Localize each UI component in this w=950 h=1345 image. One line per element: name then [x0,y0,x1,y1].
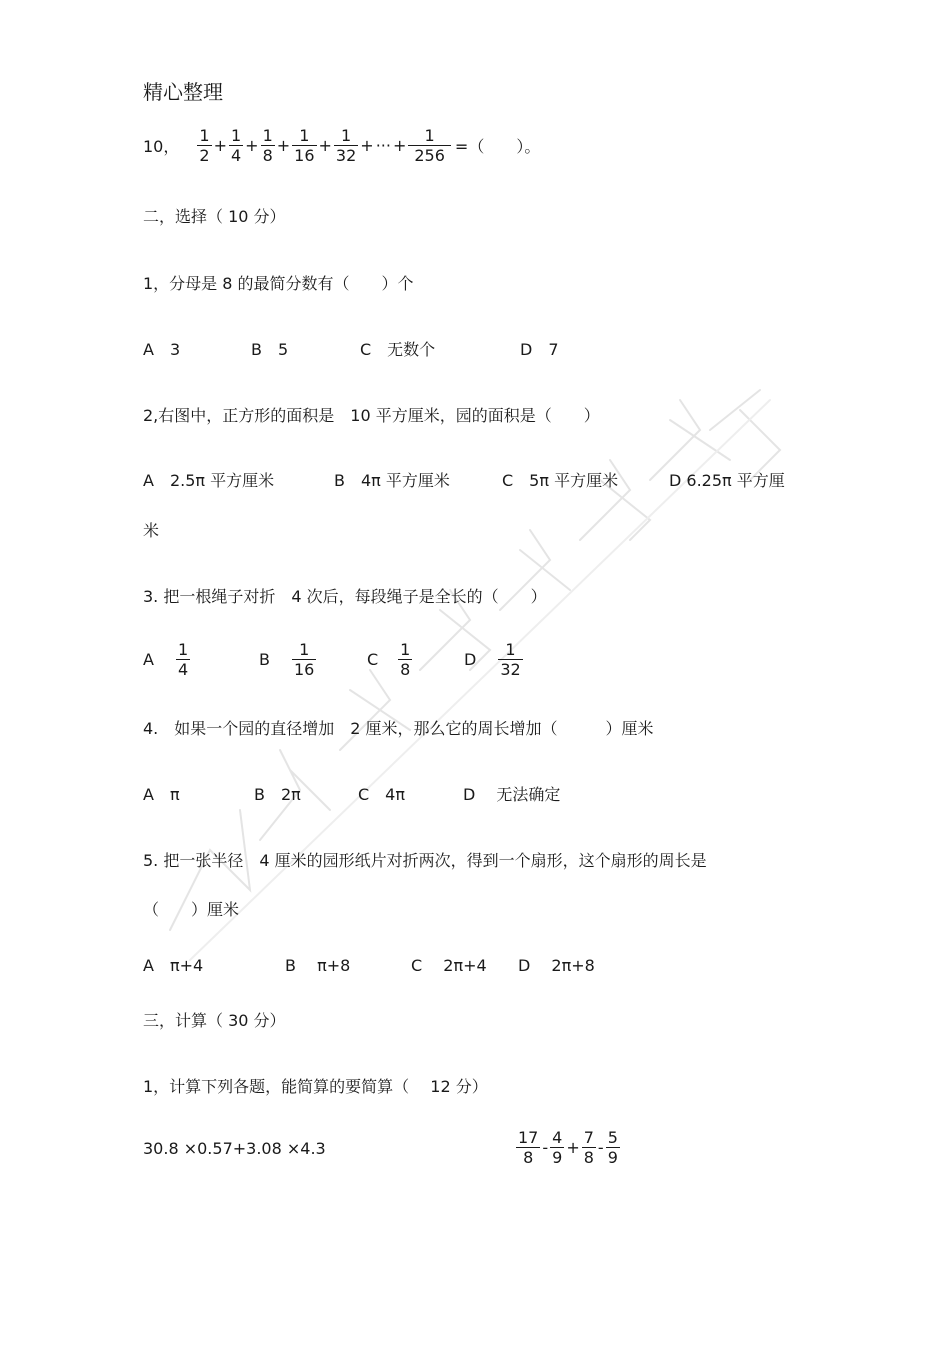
choice-option [367,640,412,679]
choice-question-4: 4. 如果一个园的直径增加 2 厘米，那么它的周长增加（ ）厘米 [143,719,654,738]
minus-sign: - [542,1138,549,1158]
plus-sign: + [566,1138,580,1158]
choice-option: C 无数个 [360,340,436,359]
choice-option: A 2.5π 平方厘米 [143,471,275,490]
calc-expression-1: 30.8 ×0.57+3.08 ×4.3 [143,1139,326,1158]
section-heading-choice: 二，选择（ 10 分） [143,207,286,226]
section-heading-calc: 三，计算（ 30 分） [143,1011,286,1030]
page-header: 精心整理 [143,80,223,104]
choice-option: D 7 [520,340,559,359]
option-label: A [143,650,154,670]
ellipsis: ··· [375,136,391,156]
choice-option: D 2π+8 [518,956,595,975]
wrapped-text: （ ）厘米 [143,900,240,919]
choice-option: B 4π 平方厘米 [334,471,450,490]
fraction: $\frac{1}{16}$ [293,640,315,680]
fraction: $\frac{1}{256}$ [408,126,451,165]
plus-sign: + [276,136,291,156]
choice-option [143,640,190,679]
fraction: $\frac{1}{4}$ [177,640,189,680]
fraction: $\frac{1}{16}$ [294,126,315,166]
choice-option: A 3 [143,340,181,359]
calc-expression-2 [516,1128,620,1167]
plus-sign: + [392,136,407,156]
fraction: $\frac{5}{9}$ [607,1128,618,1168]
choice-question-5: 5. 把一张半径 4 厘米的园形纸片对折两次，得到一个扇形，这个扇形的周长是 [143,851,707,870]
fraction: $\frac{7}{8}$ [583,1128,594,1168]
choice-option: A π+4 [143,956,204,975]
choice-question-2: 2,右图中，正方形的面积是 10 平方厘米，园的面积是（ ） [143,406,600,425]
plus-sign: + [318,136,332,156]
choice-option: D 无法确定 [463,785,561,804]
plus-sign: + [245,136,259,156]
choice-option: A π [143,785,180,804]
fraction: $\frac{1}{32}$ [335,126,357,166]
fraction: $\frac{1}{4}$ [230,126,242,166]
choice-option: B π+8 [285,956,351,975]
wrapped-text: 米 [143,521,160,540]
question-number: 10， [143,137,180,157]
minus-sign: - [597,1138,604,1158]
choice-option: B 2π [254,785,301,804]
option-label: D [464,650,477,670]
fraction: $\frac{1}{8}$ [400,640,411,680]
choice-option: B 5 [251,340,289,359]
choice-option: C 5π 平方厘米 [502,471,619,490]
question-10 [143,126,540,165]
choice-option [259,640,316,679]
plus-sign: + [360,136,374,156]
choice-question-3: 3. 把一根绳子对折 4 次后，每段绳子是全长的（ ） [143,587,547,606]
fraction: $\frac{1}{2}$ [199,126,210,166]
choice-option [464,640,523,679]
choice-option: C 2π+4 [411,956,487,975]
choice-question-1: 1，分母是 8 的最简分数有（ ）个 [143,274,414,293]
choice-option: D 6.25π 平方厘 [669,471,785,490]
fraction: $\frac{17}{8}$ [518,1128,539,1168]
fraction: $\frac{1}{32}$ [500,640,521,680]
calc-question-1: 1，计算下列各题，能简算的要简算（ 12 分） [143,1077,488,1096]
choice-option: C 4π [358,785,405,804]
plus-sign: + [213,136,227,156]
fraction: $\frac{1}{8}$ [262,126,273,166]
equals-blank: =（ ）。 [454,137,541,157]
option-label: B [259,650,270,670]
option-label: C [367,650,379,670]
fraction: $\frac{4}{9}$ [552,1128,563,1168]
